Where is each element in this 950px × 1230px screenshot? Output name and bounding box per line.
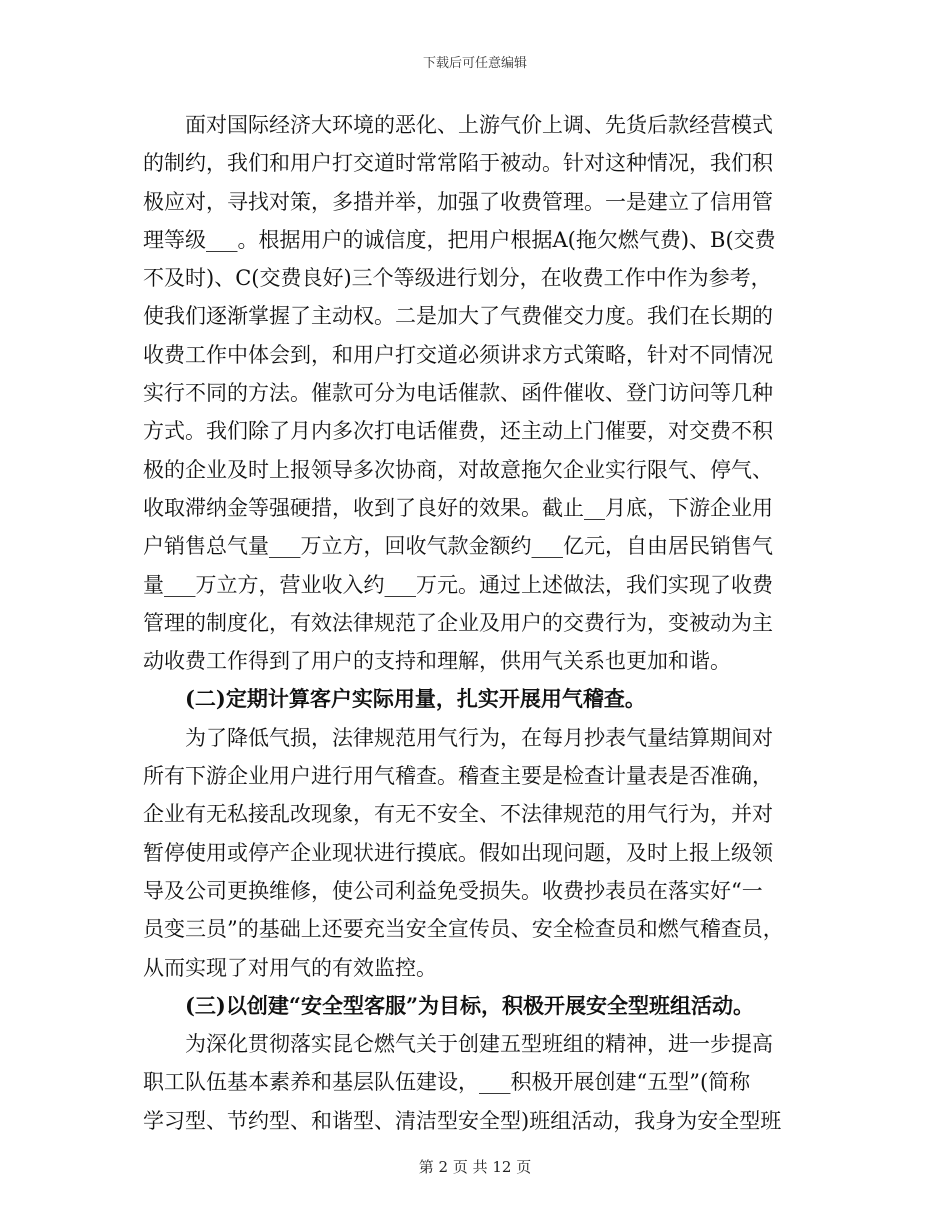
page-header: 下载后可任意编辑	[422, 56, 527, 71]
text-line: 暂停使用或停产企业现状进行摸底。假如出现问题，及时上报上级领	[143, 840, 773, 865]
text-line: 动收费工作得到了用户的支持和理解，供用气关系也更加和谐。	[143, 649, 731, 674]
text-line: 极应对，寻找对策，多措并举，加强了收费管理。一是建立了信用管	[143, 189, 773, 214]
text-line: 理等级___。根据用户的诚信度，把用户根据A(拖欠燃气费)、B(交费	[143, 227, 776, 252]
text-line: 面对国际经济大环境的恶化、上游气价上调、先货后款经营模式	[143, 113, 773, 137]
text-line: 导及公司更换维修，使公司利益免受损失。收费抄表员在落实好“一	[143, 878, 763, 903]
text-line: 管理的制度化，有效法律规范了企业及用户的交费行为，变被动为主	[143, 610, 773, 635]
text-line: 使我们逐渐掌握了主动权。二是加大了气费催交力度。我们在长期的	[143, 304, 773, 329]
text-line: 所有下游企业用户进行用气稽查。稽查主要是检查计量表是否准确，	[143, 764, 773, 789]
text-line: 户销售总气量___万立方，回收气款金额约___亿元，自由居民销售气	[143, 534, 773, 559]
text-line: 量___万立方，营业收入约___万元。通过上述做法，我们实现了收费	[143, 572, 773, 597]
text-line: 从而实现了对用气的有效监控。	[143, 955, 437, 980]
text-line: 方式。我们除了月内多次打电话催费，还主动上门催要，对交费不积	[143, 419, 773, 444]
text-line: 收取滞纳金等强硬措，收到了良好的效果。截止__月底，下游企业用	[143, 495, 773, 520]
section-heading: (三)以创建“安全型客服”为目标，积极开展安全型班组活动。	[143, 992, 755, 1018]
text-line: 职工队伍基本素养和基层队伍建设，___积极开展创建“五型”(简称	[143, 1070, 751, 1095]
text-line: 为深化贯彻落实昆仑燃气关于创建五型班组的精神，进一步提高	[143, 1032, 773, 1057]
text-line: 极的企业及时上报领导多次协商，对故意拖欠企业实行限气、停气、	[143, 457, 773, 482]
text-line: 企业有无私接乱改现象，有无不安全、不法律规范的用气行为，并对	[143, 802, 773, 827]
text-line: 的制约，我们和用户打交道时常常陷于被动。针对这种情况，我们积	[143, 151, 773, 176]
page-footer: 第 2 页 共 12 页	[418, 1158, 532, 1176]
section-heading: (二)定期计算客户实际用量，扎实开展用气稽查。	[143, 686, 646, 712]
text-line: 收费工作中体会到，和用户打交道必须讲求方式策略，针对不同情况	[143, 342, 773, 367]
text-line: 实行不同的方法。催款可分为电话催款、函件催收、登门访问等几种	[143, 381, 773, 406]
document-body	[143, 106, 807, 1140]
text-line: 不及时)、C(交费良好)三个等级进行划分，在收费工作中作为参考，	[143, 266, 772, 291]
text-line: 学习型、节约型、和谐型、清洁型安全型)班组活动，我身为安全型班	[143, 1108, 782, 1133]
text-line: 为了降低气损，法律规范用气行为，在每月抄表气量结算期间对	[143, 725, 773, 750]
text-line: 员变三员”的基础上还要充当安全宣传员、安全检查员和燃气稽查员，	[143, 917, 784, 942]
